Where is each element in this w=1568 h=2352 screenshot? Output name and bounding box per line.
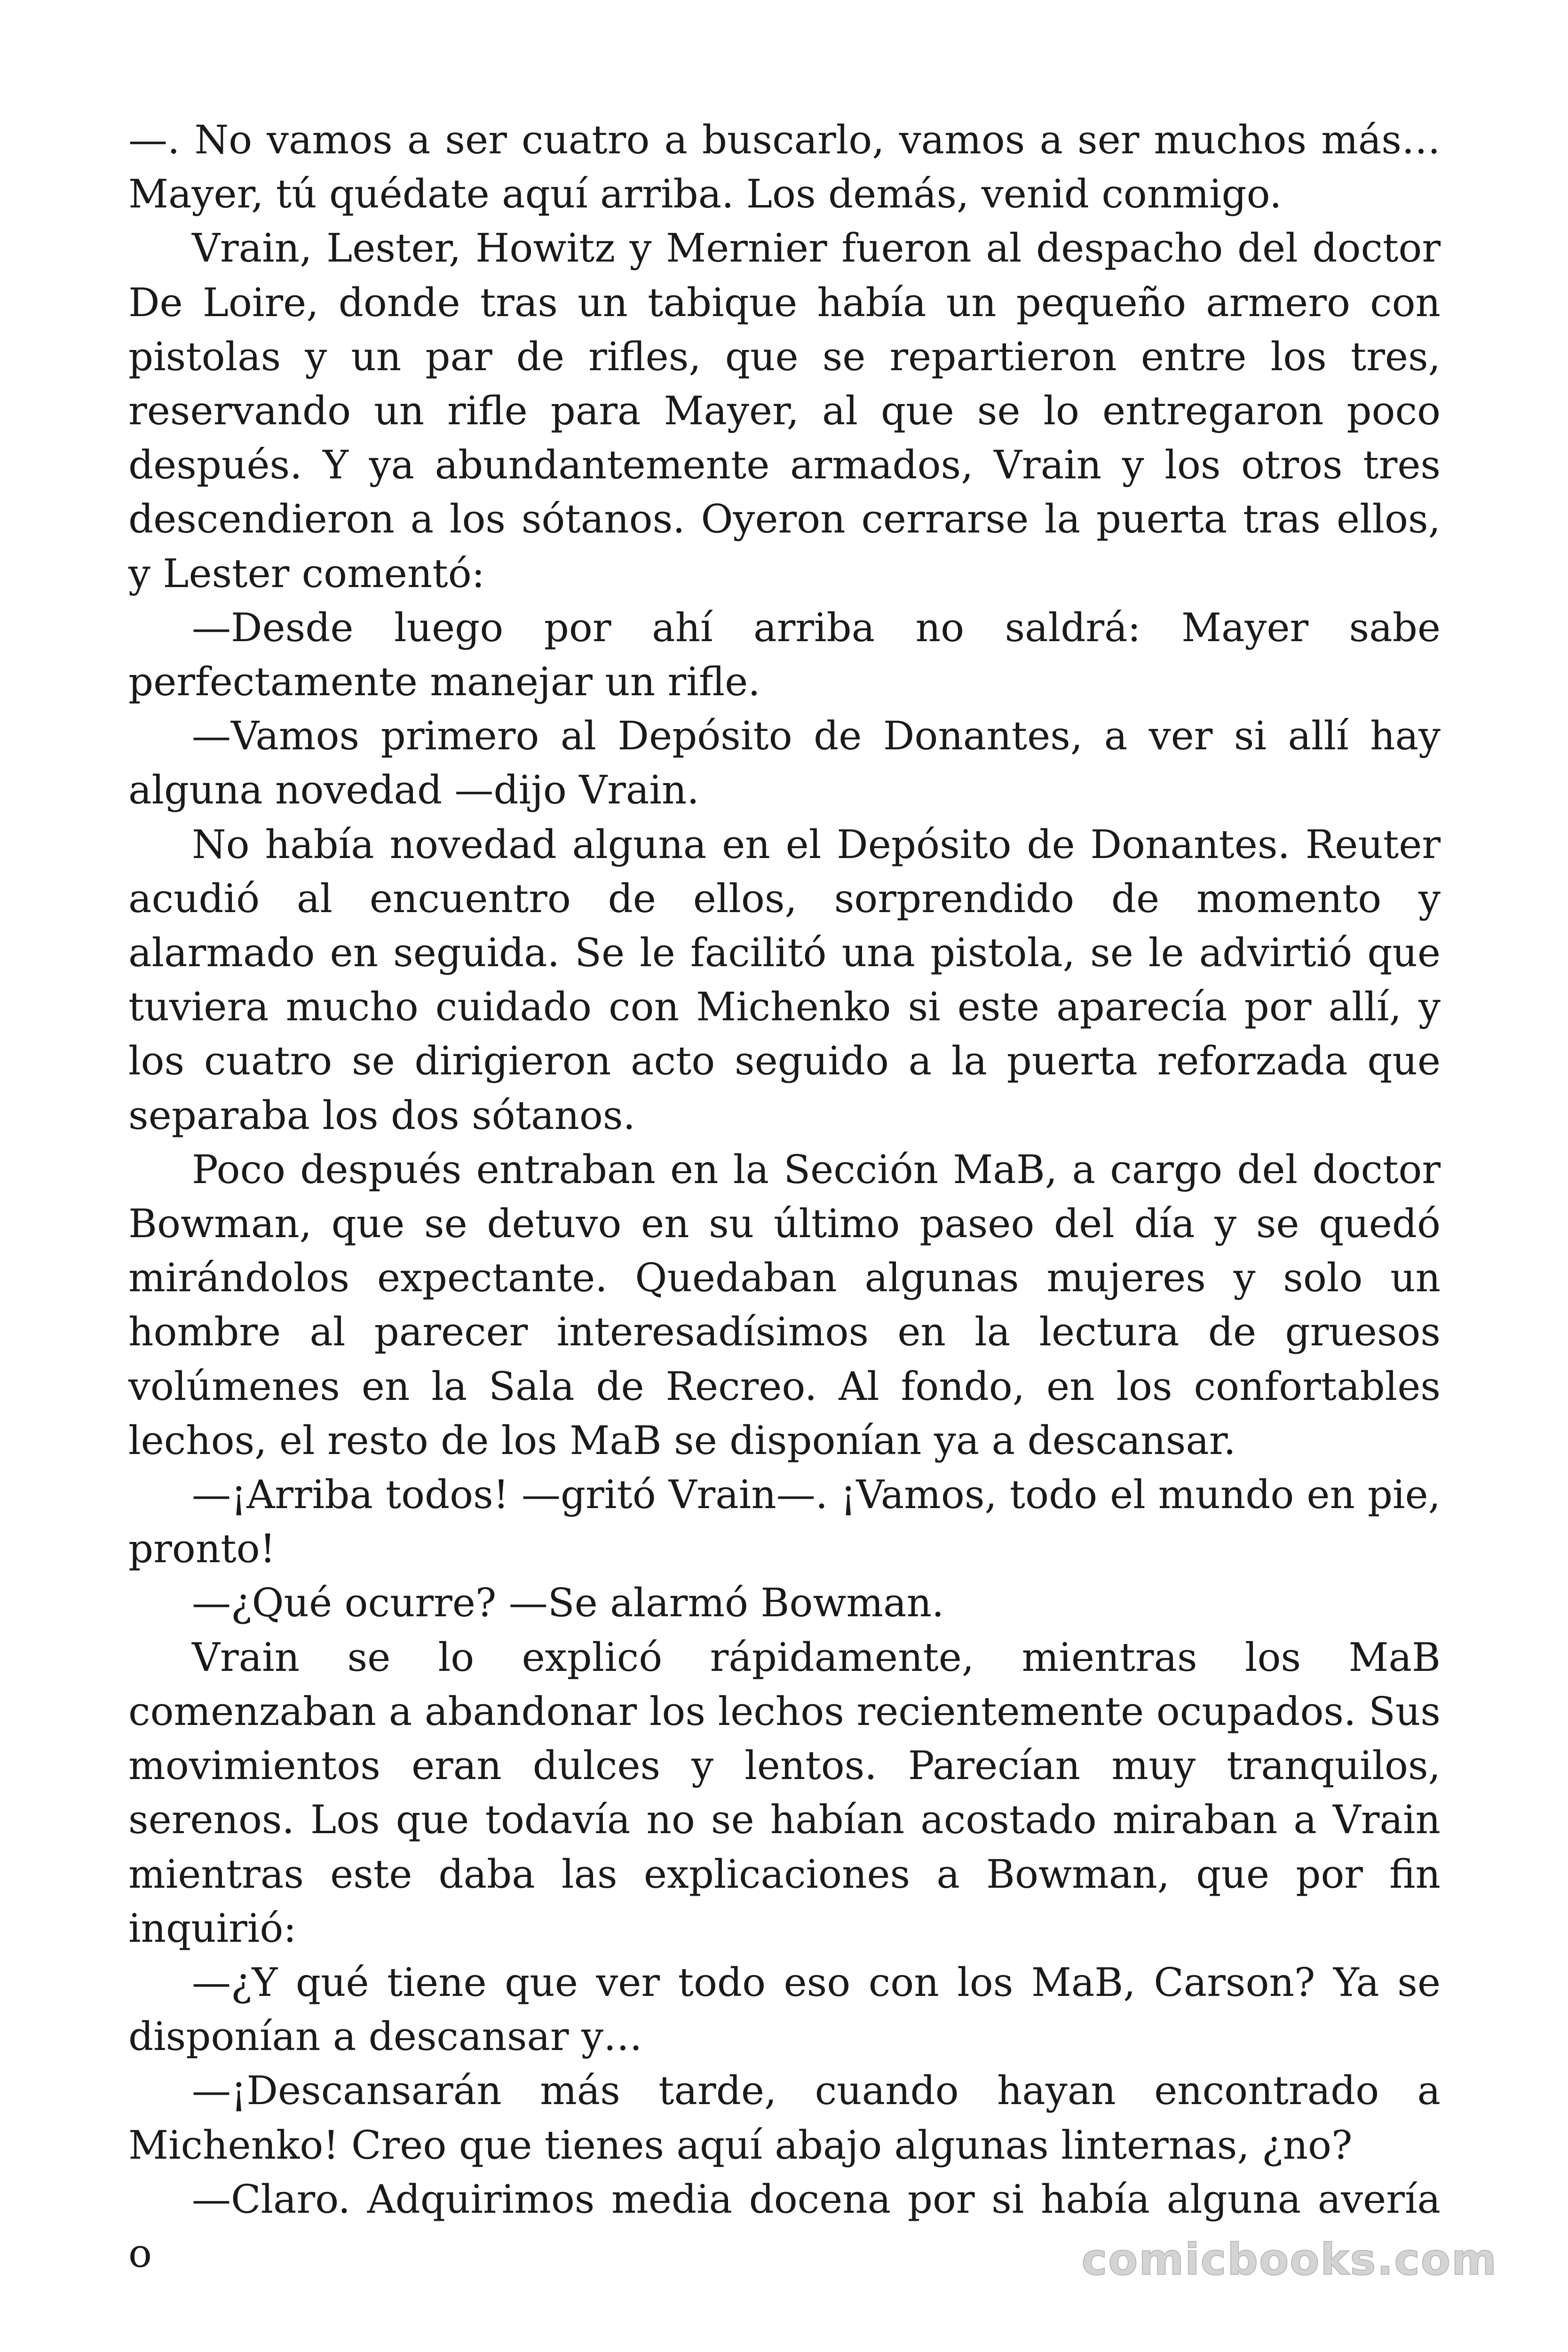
page-body-text: [128, 113, 1441, 2280]
paragraph: —Desde luego por ahí arriba no saldrá: Mayer sabe perfectamente manejar un rifle.: [128, 604, 1441, 705]
paragraph: Poco después entraban en la Sección MaB, a cargo del doctor Bowman, que se detuvo en su último paseo del día y se quedó mirándolos expectante. Quedaban algunas mujeres y solo un hombre al parecer interesadísimos en la lectura de gruesos volúmenes en la Sala de Recreo. Al fondo, en los confortables lechos, el resto de los MaB se disponían ya a descansar.: [128, 1146, 1441, 1463]
paragraph: Vrain se lo explicó rápidamente, mientras los MaB comenzaban a abandonar los lechos recientemente ocupados. Sus movimientos eran dulces y lentos. Parecían muy tranquilos, serenos. Los que todavía no se habían acostado miraban a Vrain mientras este daba las explicaciones a Bowman, que por fin inquirió:: [128, 1634, 1441, 1951]
paragraph: —¿Y qué tiene que ver todo eso con los MaB, Carson? Ya se disponían a descansar y…: [128, 1959, 1441, 2060]
paragraph: —¡Descansarán más tarde, cuando hayan encontrado a Michenko! Creo que tienes aquí abajo algunas linternas, ¿no?: [128, 2068, 1441, 2168]
paragraph: —. No vamos a ser cuatro a buscarlo, vamos a ser muchos más… Mayer, tú quédate aquí arriba. Los demás, venid conmigo.: [128, 117, 1441, 217]
paragraph: —¿Qué ocurre? —Se alarmó Bowman.: [192, 1580, 944, 1626]
paragraph: —Vamos primero al Depósito de Donantes, a ver si allí hay alguna novedad —dijo Vrain.: [128, 713, 1441, 813]
paragraph: Vrain, Lester, Howitz y Mernier fueron al despacho del doctor De Loire, donde tras un tabique había un pequeño armero con pistolas y un par de rifles, que se repartieron entre los tres, reservando un rifle para Mayer, al que se lo entregaron poco después. Y ya abundantemente armados, Vrain y los otros tres descendieron a los sótanos. Oyeron cerrarse la puerta tras ellos, y Lester comentó:: [128, 225, 1441, 596]
paragraph: —Claro. Adquirimos media docena por si había alguna avería o: [128, 2176, 1441, 2276]
watermark: comicbooks.com: [1081, 2234, 1497, 2285]
paragraph: No había novedad alguna en el Depósito de Donantes. Reuter acudió al encuentro de ellos, sorprendido de momento y alarmado en seguida. Se le facilitó una pistola, se le advirtió que tuviera mucho cuidado con Michenko si este aparecía por allí, y los cuatro se dirigieron acto seguido a la puerta reforzada que separaba los dos sótanos.: [128, 821, 1441, 1138]
paragraph: —¡Arriba todos! —gritó Vrain—. ¡Vamos, todo el mundo en pie, pronto!: [128, 1472, 1441, 1572]
